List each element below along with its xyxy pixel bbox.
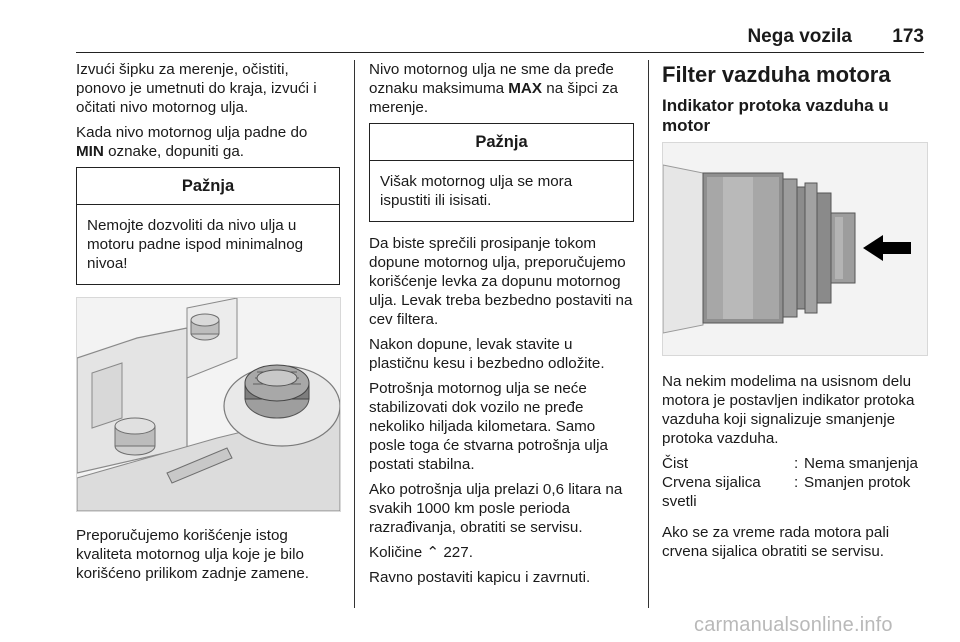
- notice-box-caution-excess: [369, 123, 634, 222]
- paragraph-capacities: Količine ⌃ 227.: [369, 544, 473, 561]
- page-header-title: Nega vozila: [747, 26, 852, 47]
- notice-body: Nemojte dozvoliti da nivo ulja u motoru padne ispod minimalnog nivoa!: [87, 217, 304, 272]
- oil-filler-cap-illustration: [76, 297, 341, 512]
- paragraph-min-prefix: Kada nivo motornog ulja padne do: [76, 124, 308, 141]
- paragraph-consumption: Potrošnja motornog ulja se neće stabilizovati dok vozilo ne pređe nekoliko hiljada kilometara. Samo posle toga će stvarna potrošnja ulja postati stabilna.: [369, 380, 608, 473]
- paragraph-min-level: [76, 123, 340, 161]
- min-mark: MIN: [76, 143, 104, 160]
- paragraph-consumption-limit: Ako potrošnja ulja prelazi 0,6 litara na svakih 1000 km posle perioda razrađivanja, obratiti se servisu.: [369, 481, 623, 536]
- paragraph-service-advice: Ako se za vreme rada motora pali crvena sijalica obratiti se servisu.: [662, 524, 890, 560]
- column-right: [662, 60, 928, 567]
- state-definition: Nema smanjenja: [804, 455, 918, 472]
- oil-filler-cap-drawing: [77, 298, 340, 511]
- paragraph-funnel-disposal: Nakon dopune, levak stavite u plastičnu kesu i bezbedno odložite.: [369, 336, 605, 372]
- column-left: [76, 60, 340, 589]
- notice-heading: Pažnja: [77, 168, 339, 205]
- section-title: Filter vazduha motora: [662, 62, 891, 87]
- paragraph-max-level: [369, 60, 634, 117]
- page-number: 173: [892, 26, 924, 47]
- notice-heading: Pažnja: [370, 124, 633, 161]
- paragraph-max-prefix: Nivo motornog ulja ne sme da pređe oznaku maksimuma: [369, 61, 614, 97]
- paragraph-oil-quality: Preporučujemo korišćenje istog kvaliteta motornog ulja koje je bilo korišćeno prilikom zadnje zamene.: [76, 527, 309, 582]
- notice-body: Višak motornog ulja se mora ispustiti ili isisati.: [380, 173, 573, 209]
- paragraph-cap-instruction: Ravno postaviti kapicu i zavrnuti.: [369, 569, 591, 586]
- page-header: [76, 24, 924, 53]
- indicator-state-list: [662, 454, 928, 511]
- paragraph-max-suffix: na šipci za merenje.: [369, 80, 619, 116]
- notice-box-caution: [76, 167, 340, 285]
- state-term: Crvena sijalica svetli: [662, 474, 761, 510]
- air-flow-indicator-illustration: [662, 142, 928, 356]
- state-colon: :: [794, 455, 799, 472]
- state-term: Čist: [662, 455, 689, 472]
- site-watermark: carmanualsonline.info: [694, 614, 893, 636]
- paragraph-indicator-intro: Na nekim modelima na usisnom delu motora je postavljen indikator protoka vazduha koji signalizuje smanjenje protoka vazduha.: [662, 373, 915, 447]
- max-mark: MAX: [508, 80, 543, 97]
- paragraph-funnel: Da biste sprečili prosipanje tokom dopune motornog ulja, preporučujemo korišćenje levka za dopunu motornog ulja. Levak treba bezbedno postaviti na cev filtera.: [369, 235, 633, 328]
- paragraph-dipstick: Izvući šipku za merenje, očistiti, ponovo je umetnuti do kraja, izvući i očitati nivo motornog ulja.: [76, 61, 317, 116]
- paragraph-min-suffix: oznake, dopuniti ga.: [103, 143, 245, 160]
- column-divider-right: [648, 60, 649, 608]
- column-middle: [369, 60, 634, 593]
- subsection-title: Indikator protoka vazduha u motor: [662, 96, 889, 135]
- air-flow-indicator-drawing: [663, 143, 927, 355]
- indicator-state-row-red: [662, 473, 928, 511]
- indicator-state-row-clean: [662, 454, 928, 473]
- state-definition: Smanjen protok: [804, 474, 911, 491]
- state-colon: :: [794, 474, 799, 491]
- column-divider-left: [354, 60, 355, 608]
